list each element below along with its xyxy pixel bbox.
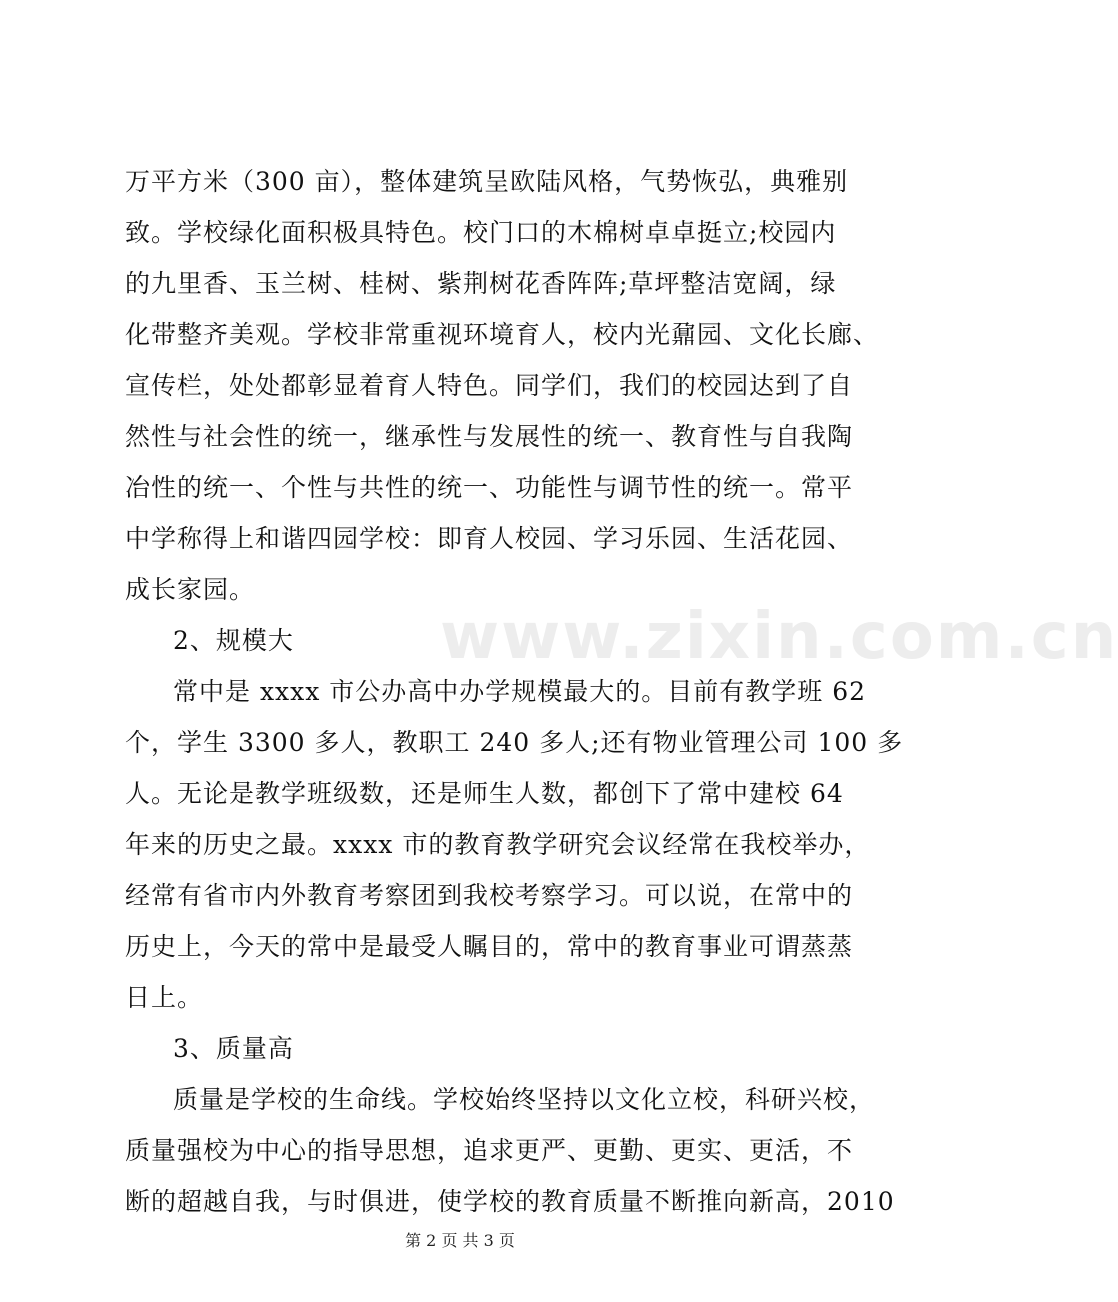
text-line: 致。学校绿化面积极具特色。校门口的木棉树卓卓挺立;校园内 [125,218,837,247]
page-footer: 第 2 页 共 3 页 [405,1231,515,1250]
text-line: 年来的历史之最。xxxx 市的教育教学研究会议经常在我校举办， [125,830,871,859]
text-line: 宣传栏，处处都彰显着育人特色。同学们，我们的校园达到了自 [125,371,854,400]
text-line: 经常有省市内外教育考察团到我校考察学习。可以说，在常中的 [125,881,854,910]
text-line: 然性与社会性的统一，继承性与发展性的统一、教育性与自我陶 [125,422,854,451]
text-line: 历史上，今天的常中是最受人瞩目的，常中的教育事业可谓蒸蒸 [125,932,854,961]
text-line: 人。无论是教学班级数，还是师生人数，都创下了常中建校 64 [125,779,844,808]
section-heading: 2、规模大 [173,626,294,655]
text-line: 化带整齐美观。学校非常重视环境育人，校内光鼐园、文化长廊、 [125,320,880,349]
text-line: 断的超越自我，与时俱进，使学校的教育质量不断推向新高，2010 [125,1187,895,1216]
section-heading: 3、质量高 [173,1034,294,1063]
text-line: 常中是 xxxx 市公办高中办学规模最大的。目前有教学班 62 [173,677,867,706]
text-line: 日上。 [125,983,204,1012]
text-line: 质量强校为中心的指导思想，追求更严、更勤、更实、更活，不 [125,1136,854,1165]
text-line: 个，学生 3300 多人，教职工 240 多人;还有物业管理公司 100 多 [125,728,904,757]
text-line: 中学称得上和谐四园学校：即育人校园、学习乐园、生活花园、 [125,524,854,553]
watermark: www.zixin.com.cn [440,600,1118,674]
text-line: 万平方米（300 亩），整体建筑呈欧陆风格，气势恢弘，典雅别 [125,167,849,196]
text-line: 成长家园。 [125,575,256,604]
text-line: 冶性的统一、个性与共性的统一、功能性与调节性的统一。常平 [125,473,854,502]
text-line: 质量是学校的生命线。学校始终坚持以文化立校，科研兴校， [173,1085,876,1114]
text-line: 的九里香、玉兰树、桂树、紫荆树花香阵阵;草坪整洁宽阔，绿 [125,269,837,298]
